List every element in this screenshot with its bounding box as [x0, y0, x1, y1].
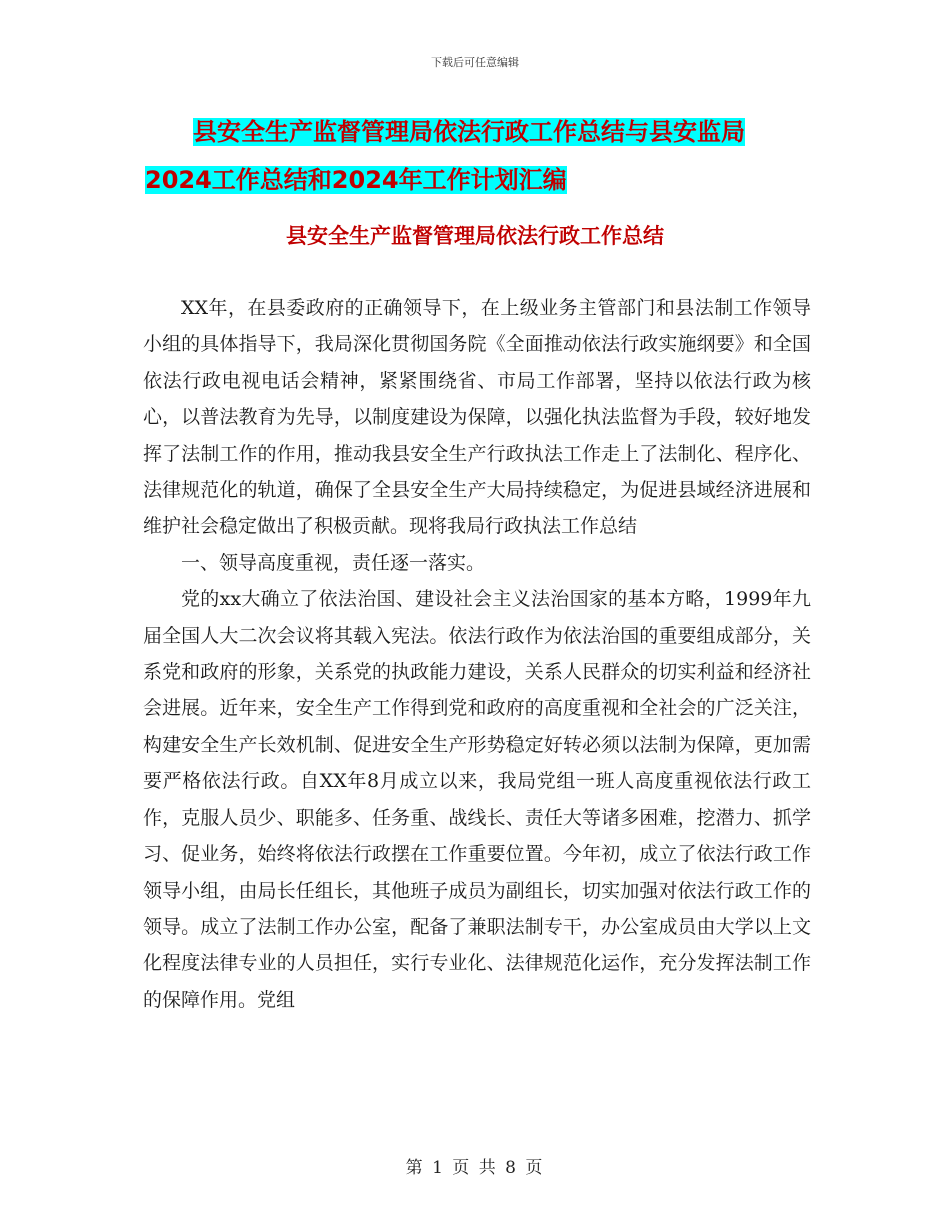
page-footer: 第 1 页 共 8 页 — [405, 1158, 545, 1178]
title-highlight-2: 2024工作总结和2024年工作计划汇编 — [145, 166, 567, 194]
document-body — [143, 290, 811, 1018]
document-title-line-2 — [145, 156, 845, 204]
section-title: 县安全生产监督管理局依法行政工作总结 — [286, 224, 664, 248]
document-title-line-1 — [145, 108, 845, 156]
paragraph: XX年，在县委政府的正确领导下，在上级业务主管部门和县法制工作领导小组的具体指导下，我局深化贯彻国务院《全面推动依法行政实施纲要》和全国依法行政电视电话会精神，紧紧围绕省、市局工作部署，坚持以依法行政为核心，以普法教育为先导，以制度建设为保障，以强化执法监督为手段，较好地发挥了法制工作的作用，推动我县安全生产行政执法工作走上了法制化、程序化、法律规范化的轨道，确保了全县安全生产大局持续稳定，为促进县域经济进展和维护社会稳定做出了积极贡献。现将我局行政执法工作总结 — [143, 297, 811, 538]
paragraph-heading: 一、领导高度重视，责任逐一落实。 — [181, 551, 486, 574]
title-highlight-1: 县安全生产监督管理局依法行政工作总结与县安监局 — [193, 118, 745, 146]
header-note: 下载后可任意编辑 — [431, 56, 519, 69]
paragraph: 党的xx大确立了依法治国、建设社会主义法治国家的基本方略，1999年九届全国人大二次会议将其载入宪法。依法行政作为依法治国的重要组成部分，关系党和政府的形象，关系党的执政能力建设，关系人民群众的切实利益和经济社会进展。近年来，安全生产工作得到党和政府的高度重视和全社会的广泛关注，构建安全生产长效机制、促进安全生产形势稳定好转必须以法制为保障，更加需要严格依法行政。自XX年8月成立以来，我局党组一班人高度重视依法行政工作，克服人员少、职能多、任务重、战线长、责任大等诸多困难，挖潜力、抓学习、促业务，始终将依法行政摆在工作重要位置。今年初，成立了依法行政工作领导小组，由局长任组长，其他班子成员为副组长，切实加强对依法行政工作的领导。成立了法制工作办公室，配备了兼职法制专干，办公室成员由大学以上文化程度法律专业的人员担任，实行专业化、法律规范化运作，充分发挥法制工作的保障作用。党组 — [143, 588, 811, 1011]
document-title — [145, 108, 845, 204]
